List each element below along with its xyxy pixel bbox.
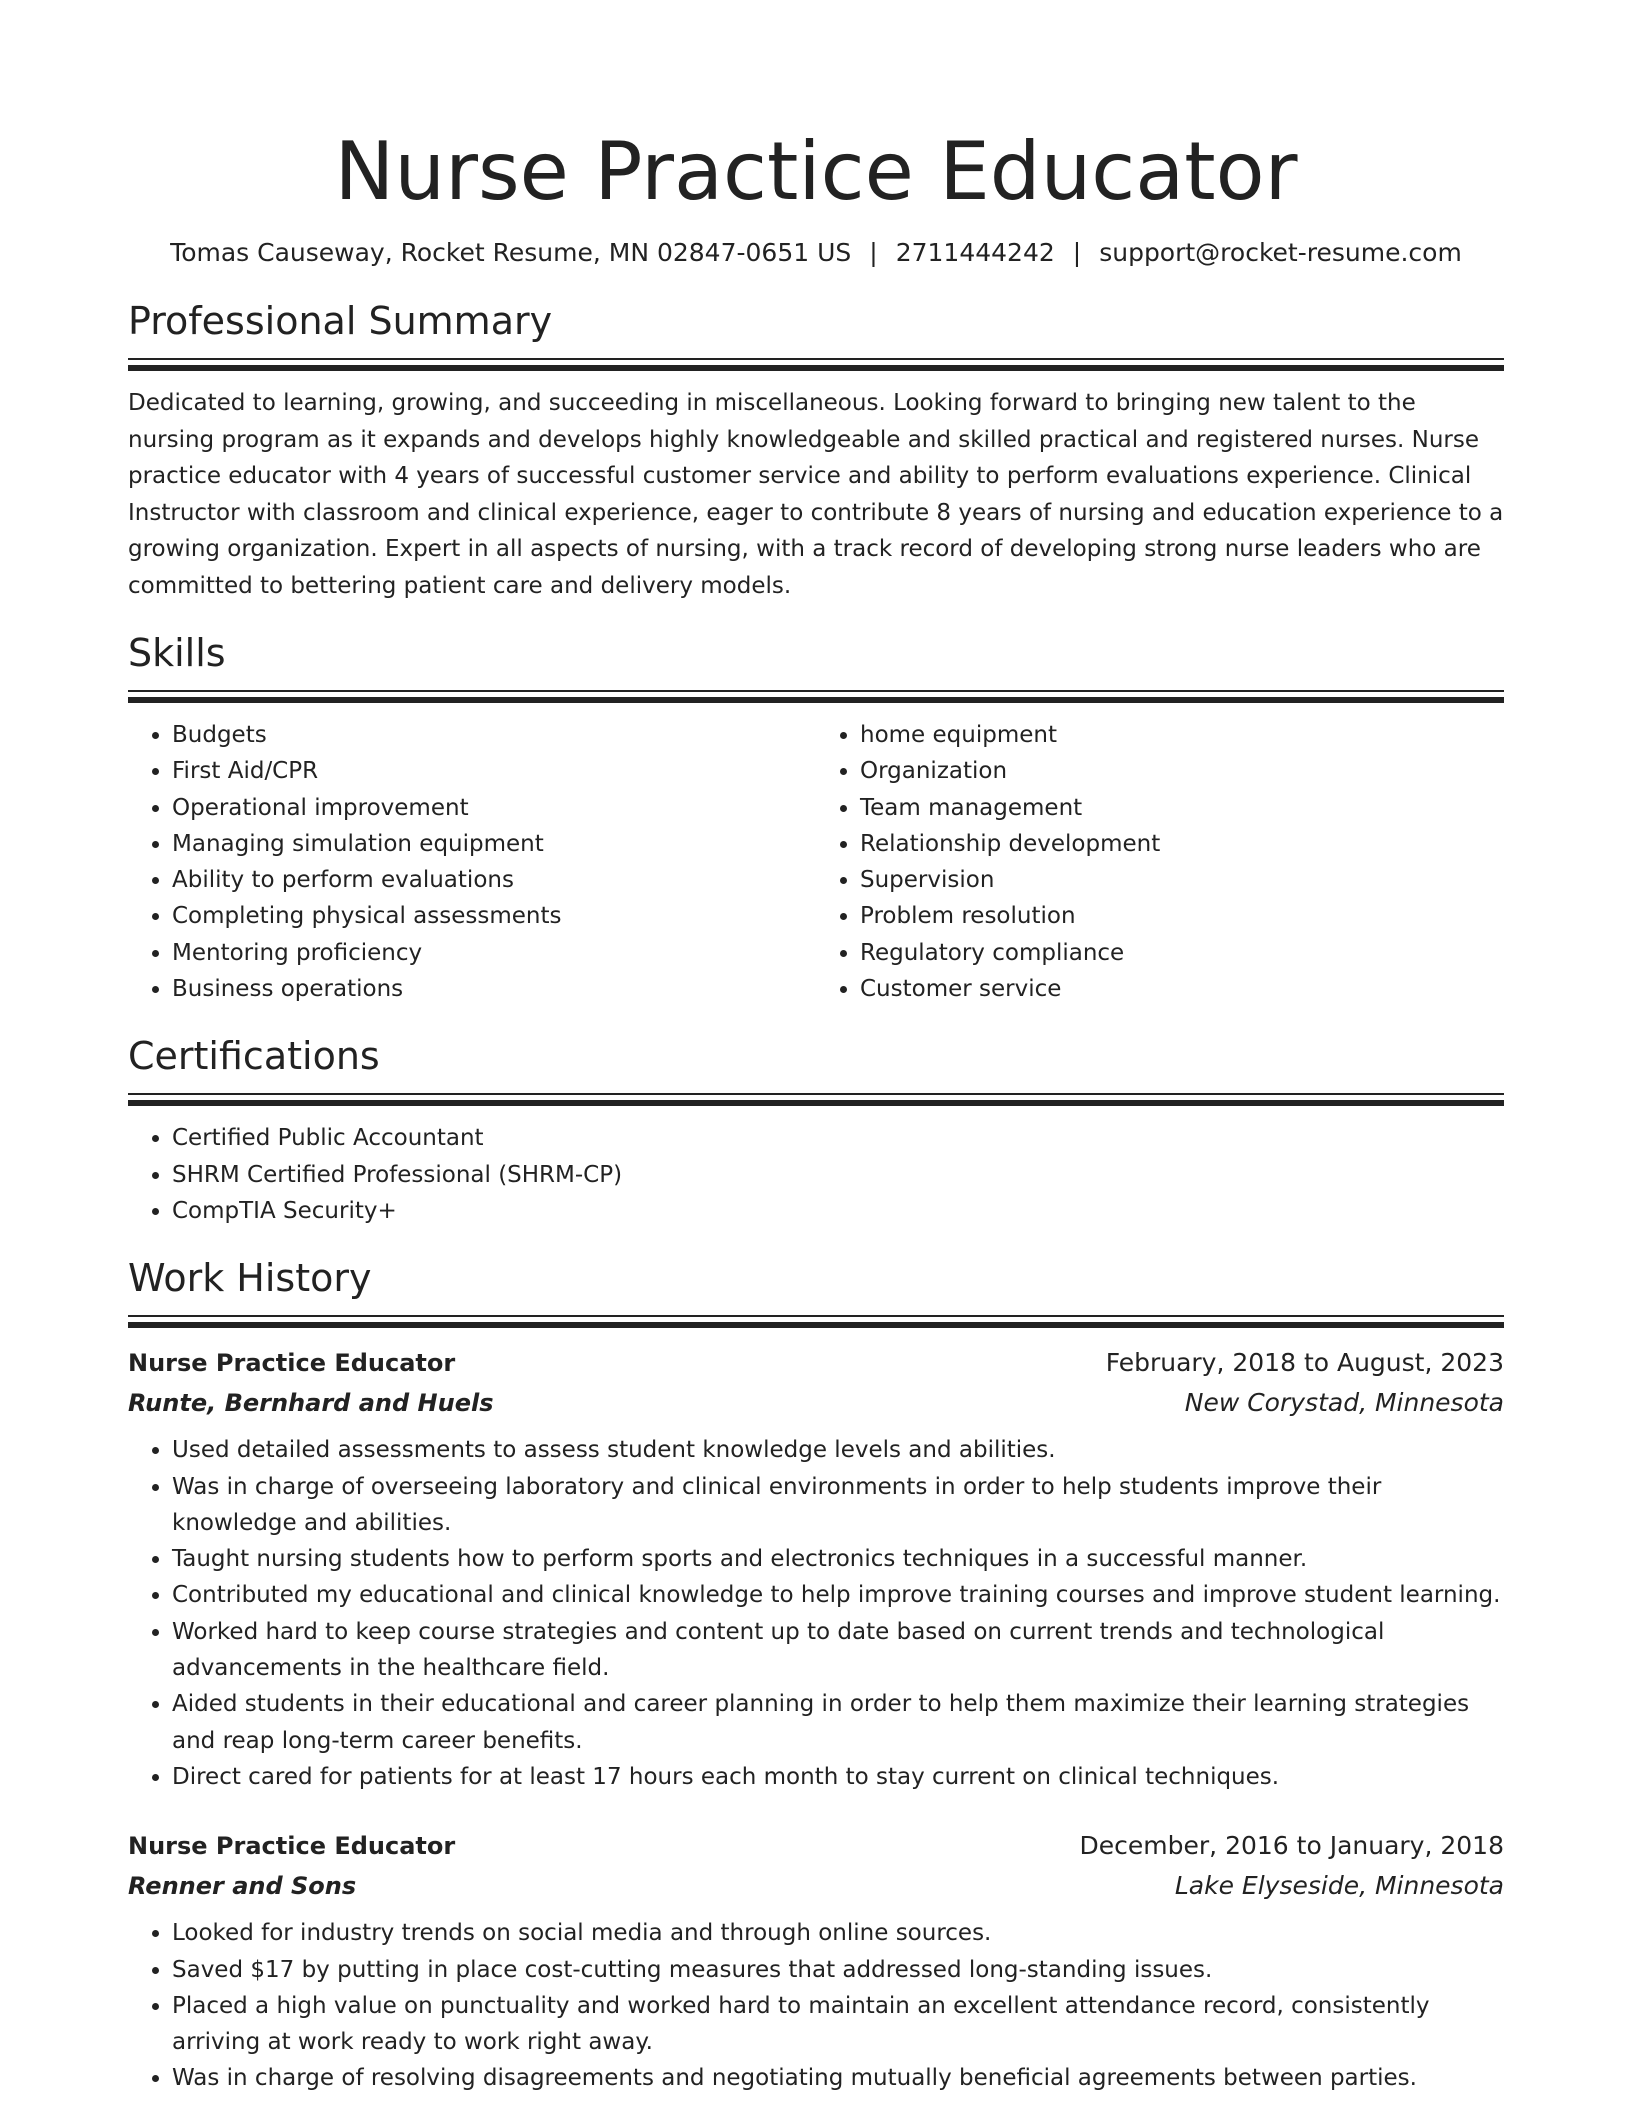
- job-bullet: • Was in charge of overseeing laboratory and clinical environments in order to help students improve their knowledge and abilities.: [172, 1469, 1504, 1542]
- job-entry: [128, 1344, 1504, 1795]
- job-title: Nurse Practice Educator: [128, 1349, 456, 1378]
- skills-section: [128, 628, 1504, 1007]
- skill-item: • Operational improvement: [172, 790, 816, 826]
- job-company: Runte, Bernhard and Huels: [128, 1389, 494, 1418]
- job-header-row: [128, 1827, 1504, 1865]
- skill-item: • Customer service: [860, 971, 1504, 1007]
- job-header-row: [128, 1344, 1504, 1382]
- job-bullet: • Was in charge of resolving disagreements and negotiating mutually beneficial agreements between parties.: [172, 2060, 1504, 2096]
- skill-item: • Ability to perform evaluations: [172, 862, 816, 898]
- summary-heading: Professional Summary: [128, 299, 553, 343]
- contact-separator: |: [869, 238, 878, 267]
- job-dates: February, 2018 to August, 2023: [1105, 1348, 1504, 1378]
- summary-section: [128, 296, 1504, 604]
- job-bullet: • Worked hard to keep course strategies and content up to date based on current trends and technological advancements in the healthcare field.: [172, 1614, 1504, 1687]
- job-bullet: • Contributed my educational and clinical knowledge to help improve training courses and improve student learning.: [172, 1577, 1504, 1613]
- contact-email: support@rocket-resume.com: [1099, 238, 1462, 267]
- job-location: New Corystad, Minnesota: [1184, 1388, 1504, 1418]
- job-bullets: [128, 1915, 1504, 2096]
- section-divider: [128, 1093, 1504, 1106]
- job-company: Renner and Sons: [128, 1872, 357, 1901]
- skill-item: • Budgets: [172, 717, 816, 753]
- job-bullet: • Used detailed assessments to assess student knowledge levels and abilities.: [172, 1432, 1504, 1468]
- summary-text: Dedicated to learning, growing, and succeeding in miscellaneous. Looking forward to bringing new talent to the nursing program as it expands and develops highly knowledgeable and skilled practical and registered nurses. Nurse practice educator with 4 years of successful customer service and ability to perform evaluations experience. Clinical Instructor with classroom and clinical experience, eager to contribute 8 years of nursing and education experience to a growing organization. Expert in all aspects of nursing, with a track record of developing strong nurse leaders who are committed to bettering patient care and delivery models.: [128, 390, 1504, 599]
- job-bullet: • Taught nursing students how to perform sports and electronics techniques in a successful manner.: [172, 1541, 1504, 1577]
- contact-separator: |: [1072, 238, 1082, 267]
- job-bullet: • Direct cared for patients for at least 17 hours each month to stay current on clinical techniques.: [172, 1759, 1504, 1795]
- job-dates: December, 2016 to January, 2018: [1079, 1831, 1504, 1861]
- contact-phone: 2711444242: [895, 238, 1055, 267]
- skill-item: • Team management: [860, 790, 1504, 826]
- certifications-heading: Certifications: [128, 1034, 380, 1079]
- skill-item: • Managing simulation equipment: [172, 826, 816, 862]
- contact-address: Tomas Causeway, Rocket Resume, MN 02847-0651 US: [170, 238, 852, 267]
- resume-page: [128, 0, 1504, 2097]
- skills-heading: Skills: [128, 631, 226, 675]
- skills-list-left: [128, 717, 816, 1007]
- job-bullet: • Saved $17 by putting in place cost-cutting measures that addressed long-standing issues.: [172, 1952, 1504, 1988]
- certifications-section: [128, 1031, 1504, 1229]
- job-employer-row: [128, 1865, 1504, 1907]
- certification-item: • Certified Public Accountant: [172, 1120, 1504, 1156]
- skills-list-right: [816, 717, 1504, 1007]
- skill-item: • Supervision: [860, 862, 1504, 898]
- work-history-section: [128, 1253, 1504, 2096]
- skill-item: • Mentoring proficiency: [172, 935, 816, 971]
- section-divider: [128, 1315, 1504, 1328]
- section-divider: [128, 358, 1504, 371]
- certification-item: • CompTIA Security+: [172, 1193, 1504, 1229]
- certifications-list: [128, 1120, 1504, 1229]
- skill-item: • Relationship development: [860, 826, 1504, 862]
- skill-item: • Problem resolution: [860, 898, 1504, 934]
- certification-item: • SHRM Certified Professional (SHRM-CP): [172, 1157, 1504, 1193]
- job-bullet: • Aided students in their educational and career planning in order to help them maximize their learning strategies and reap long-term career benefits.: [172, 1686, 1504, 1759]
- skill-item: • Organization: [860, 753, 1504, 789]
- job-employer-row: [128, 1382, 1504, 1424]
- resume-title: Nurse Practice Educator: [334, 125, 1298, 218]
- job-bullets: [128, 1432, 1504, 1795]
- job-title: Nurse Practice Educator: [128, 1832, 456, 1861]
- skills-columns: [128, 717, 1504, 1007]
- work-history-heading: Work History: [128, 1256, 372, 1301]
- section-divider: [128, 690, 1504, 703]
- job-entry: [128, 1827, 1504, 2096]
- job-location: Lake Elyseside, Minnesota: [1174, 1871, 1504, 1901]
- skill-item: • Completing physical assessments: [172, 898, 816, 934]
- skill-item: • First Aid/CPR: [172, 753, 816, 789]
- skill-item: • home equipment: [860, 717, 1504, 753]
- job-bullet: • Placed a high value on punctuality and worked hard to maintain an excellent attendance record, consistently arriving at work ready to work right away.: [172, 1988, 1504, 2061]
- skill-item: • Regulatory compliance: [860, 935, 1504, 971]
- contact-line: [128, 236, 1504, 270]
- job-bullet: • Looked for industry trends on social media and through online sources.: [172, 1915, 1504, 1951]
- skill-item: • Business operations: [172, 971, 816, 1007]
